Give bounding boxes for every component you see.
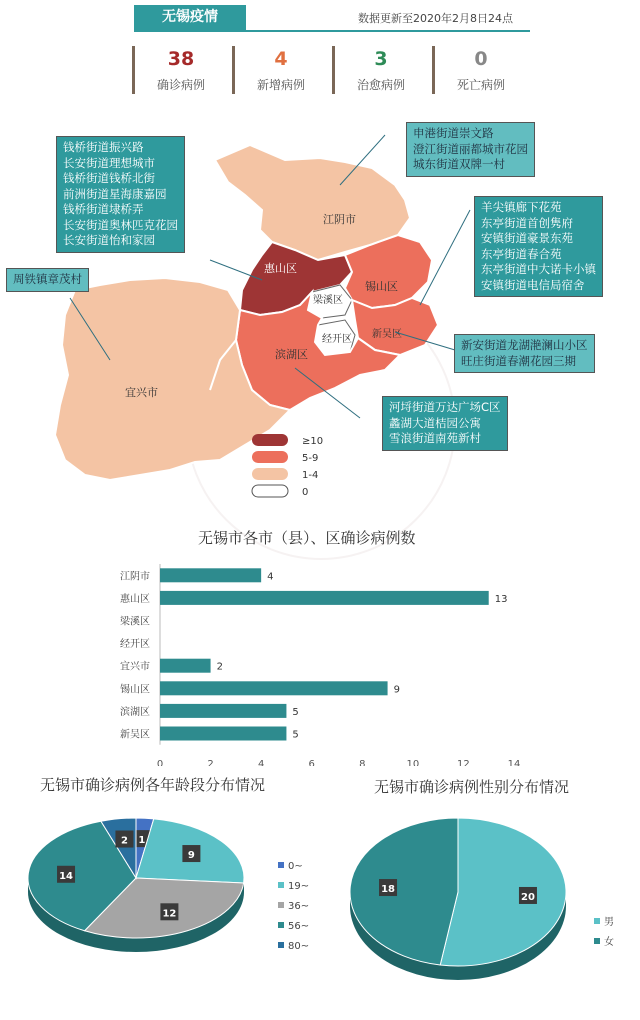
callout-xishan [474,196,603,297]
bar-category-label: 宜兴市 [120,661,150,673]
bar-chart-title: 无锡市各市（县）、区确诊病例数 [198,529,416,547]
bar-data-label: 5 [292,729,299,741]
pie-data-label: 20 [520,891,535,903]
legend-label: 19~ [288,881,310,892]
callout-line: 东亭街道中大诺卡小镇 [481,262,596,276]
stat-label: 死亡病例 [456,78,505,92]
pie-data-label: 9 [187,850,195,862]
gender-chart-title: 无锡市确诊病例性别分布情况 [374,778,570,796]
x-tick-label: 12 [457,758,470,766]
legend-label: 男 [604,917,614,928]
bar-category-label: 惠山区 [120,593,150,605]
x-tick-label: 4 [257,758,265,766]
callout-xinwu [454,334,595,373]
callout-line: 长安街道怡和家园 [63,233,155,247]
bar-data-label: 13 [494,593,508,605]
legend-swatch [278,942,284,948]
legend-label: 5-9 [302,453,319,464]
bar-data-label: 2 [216,661,223,673]
bar [160,704,286,718]
callout-line: 羊尖镇廊下花苑 [481,200,562,214]
callout-line: 东亭街道春合苑 [481,246,562,261]
legend-swatch [278,882,284,888]
bar-category-label: 经开区 [120,639,150,651]
bar [160,659,211,673]
pie-data-label: 12 [162,908,177,920]
legend-swatch [278,862,284,868]
callout-line: 东亭街道首创隽府 [481,215,573,230]
legend-label: ≥10 [302,436,324,447]
page-title: 无锡疫情 [134,5,246,30]
legend-swatch [278,902,284,908]
bar [160,681,388,695]
callout-jiangyin [406,122,535,177]
callout-line: 蠡湖大道桔园公寓 [389,415,481,430]
bar-data-label: 5 [292,706,299,718]
callout-line: 雪浪街道南苑新村 [389,431,481,445]
bar [160,591,489,605]
legend-swatch-0 [252,485,288,497]
callout-binhu [382,396,508,451]
label-jiangyin: 江阴市 [323,213,356,226]
x-tick-label: 2 [207,758,214,766]
legend-swatch [278,922,284,928]
x-tick-label: 8 [359,758,366,766]
callout-line: 周铁镇章茂村 [13,272,82,286]
stat-new [232,46,330,94]
bar-category-label: 梁溪区 [120,616,150,628]
callout-line: 申港街道崇文路 [413,126,494,140]
bar [160,568,261,582]
callout-line: 城东街道双牌一村 [413,157,505,171]
callout-yixing [6,268,89,292]
callout-line: 安镇街道电信局宿舍 [481,277,585,292]
legend-swatch-5to9 [252,451,288,463]
stat-label: 治愈病例 [356,78,405,92]
callout-line: 钱桥街道振兴路 [63,140,144,154]
map-legend [252,434,323,498]
stats-row [132,46,532,94]
gender-pie-chart [320,800,640,1015]
x-tick-label: 6 [308,758,315,766]
callout-line: 河埒街道万达广场C区 [389,400,501,414]
legend-label: 0~ [288,861,303,872]
legend-label: 36~ [288,901,310,912]
legend-swatch-1to4 [252,468,288,480]
callout-huishan [56,136,185,253]
stat-confirmed [132,46,230,94]
update-timestamp: 数据更新至2020年2月8日24点 [358,12,513,25]
label-jingkai: 经开区 [322,334,352,345]
stat-value: 0 [474,48,488,70]
label-xishan: 锡山区 [365,280,398,293]
stat-recovered [332,46,430,94]
legend-label: 1-4 [302,470,319,481]
x-tick-label: 14 [507,758,521,766]
stat-label: 确诊病例 [156,78,205,92]
x-tick-label: 0 [156,758,164,766]
bar-chart [0,556,640,766]
bar-category-label: 江阴市 [120,571,150,583]
legend-swatch [594,918,600,924]
legend-swatch [594,938,600,944]
stat-value: 3 [374,48,388,70]
callout-line: 钱桥街道埭桥弄 [63,202,144,216]
pie-data-label: 14 [59,870,74,882]
label-huishan: 惠山区 [264,262,297,275]
stat-value: 38 [167,48,195,70]
label-xinwu: 新吴区 [372,329,402,340]
label-liangxi: 梁溪区 [313,295,343,306]
legend-label: 女 [604,937,614,948]
callout-line: 澄江街道丽都城市花园 [413,141,528,156]
callout-line: 长安街道奥林匹克花园 [63,217,178,232]
bar-category-label: 锡山区 [120,684,150,696]
callout-line: 钱桥街道钱桥北街 [63,171,155,185]
bar-category-label: 新吴区 [120,729,150,741]
stat-deaths [432,46,530,94]
stat-value: 4 [274,48,288,70]
legend-label: 0 [302,487,309,498]
x-tick-label: 10 [406,758,420,766]
age-chart-title: 无锡市确诊病例各年龄段分布情况 [40,776,266,794]
callout-line: 新安街道龙湖滟澜山小区 [461,338,588,352]
title-underline [134,30,530,32]
legend-label: 56~ [288,921,310,932]
bar-data-label: 4 [267,571,274,583]
label-yixing: 宜兴市 [125,386,158,399]
legend-label: 80~ [288,941,310,952]
callout-line: 安镇街道豪景东苑 [481,231,573,245]
pie-data-label: 1 [138,835,146,847]
pie-data-label: 18 [381,884,396,896]
bar-data-label: 9 [393,684,400,696]
label-binhu: 滨湖区 [275,348,308,361]
callout-line: 旺庄街道春潮花园三期 [461,353,576,368]
callout-line: 长安街道理想城市 [63,155,155,170]
bar-category-label: 滨湖区 [120,706,150,718]
age-pie-chart [0,800,320,1015]
callout-line: 前洲街道星海康嘉园 [63,186,167,201]
stat-label: 新增病例 [256,78,305,92]
legend-swatch-10plus [252,434,288,446]
pie-data-label: 2 [120,835,128,847]
bar [160,727,286,741]
